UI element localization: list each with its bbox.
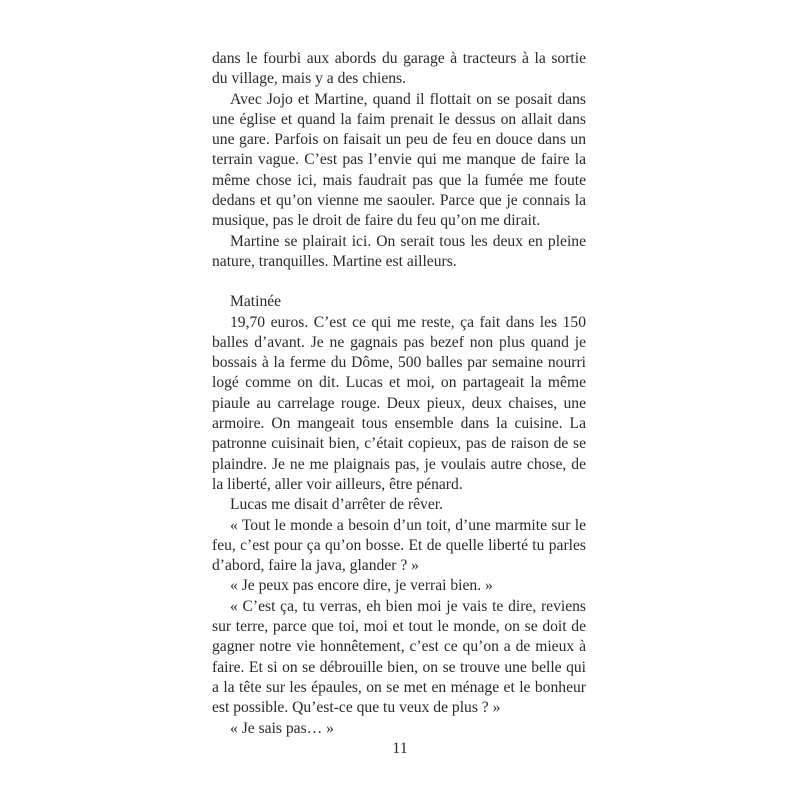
dialogue-line: « C’est ça, tu verras, eh bien moi je vais te dire, reviens sur terre, parce que toi, moi et tout le monde, on se doit de gagner notre vie honnêtement, c’est ce qu’on a de mieux à faire. Et si on se débrouille bien, on se trouve une belle qui a la tête sur les épaules, on se met en ménage et le bonheur est possible. Qu’est-ce que tu veux de plus ? » <box>212 597 586 717</box>
paragraph: Martine se plairait ici. On serait tous les deux en pleine nature, tranquilles. Martine est ailleurs. <box>212 232 586 270</box>
paragraph-continuation: dans le fourbi aux abords du garage à tracteurs à la sortie du village, mais y a des chiens. <box>212 50 586 88</box>
dialogue-line: « Tout le monde a besoin d’un toit, d’une marmite sur le feu, c’est pour ça qu’on bosse. Et de quelle liberté tu parles d’abord, faire la java, glander ? » <box>212 516 586 575</box>
page-number: 11 <box>392 740 408 757</box>
body-text <box>212 49 586 739</box>
section-heading: Matinée <box>230 293 282 311</box>
paragraph: 19,70 euros. C’est ce qui me reste, ça fait dans les 150 balles d’avant. Je ne gagnais pas bezef non plus quand je bossais à la ferme du Dôme, 500 balles par semaine nourri logé comme on dit. Lucas et moi, on partageait la même piaule au carrelage rouge. Deux pieux, deux chaises, une armoire. On mangeait tous ensemble dans la cuisine. La patronne cuisinait bien, c’était copieux, pas de raison de se plaindre. Je ne me plaignais pas, je voulais autre chose, de la liberté, aller voir ailleurs, être pénard. <box>212 313 586 493</box>
section-break <box>212 272 586 292</box>
paragraph: Avec Jojo et Martine, quand il flottait on se posait dans une église et quand la faim prenait le dessus on allait dans une gare. Parfois on faisait un peu de feu en douce dans un terrain vague. C’est pas l’envie qui me manque de faire la même chose ici, mais faudrait pas que la fumée me foute dedans et qu’on vienne me saouler. Parce que je connais la musique, pas le droit de faire du feu qu’on me dirait. <box>212 90 586 230</box>
paragraph: Lucas me disait d’arrêter de rêver. <box>230 496 444 514</box>
dialogue-line: « Je peux pas encore dire, je verrai bien. » <box>230 577 493 595</box>
dialogue-line: « Je sais pas… » <box>230 719 334 737</box>
